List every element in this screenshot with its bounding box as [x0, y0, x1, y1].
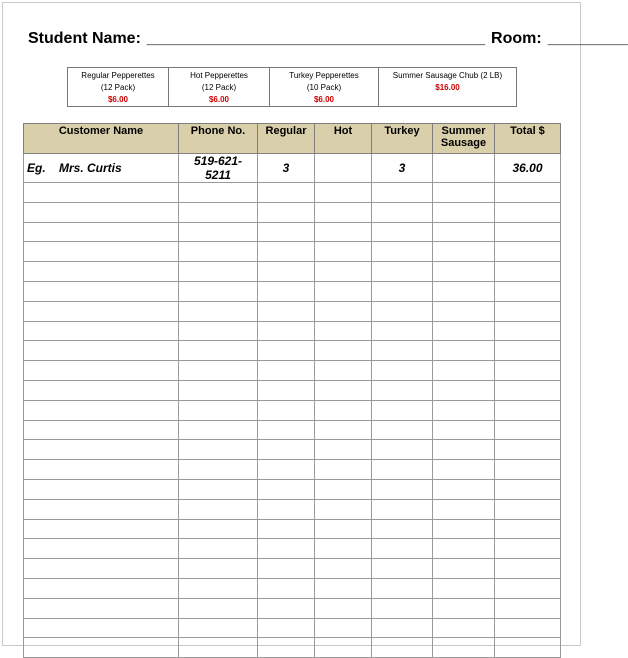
order-cell-turkey[interactable] [372, 400, 433, 420]
order-cell-summer-sausage[interactable] [433, 341, 495, 361]
order-row [24, 479, 561, 499]
order-cell-regular[interactable] [258, 559, 315, 579]
example-phone: 519-621-5211 [179, 154, 258, 183]
order-cell-turkey[interactable] [372, 321, 433, 341]
order-cell-regular[interactable] [258, 440, 315, 460]
order-cell-turkey[interactable] [372, 598, 433, 618]
order-cell-regular[interactable] [258, 380, 315, 400]
product-turkey [270, 68, 379, 107]
order-cell-turkey[interactable] [372, 479, 433, 499]
order-row [24, 321, 561, 341]
room-label: Room: [491, 30, 542, 47]
order-cell-customer[interactable] [24, 262, 179, 282]
order-cell-regular[interactable] [258, 361, 315, 381]
order-cell-customer[interactable] [24, 499, 179, 519]
order-cell-regular[interactable] [258, 519, 315, 539]
column-header-total: Total $ [495, 124, 561, 154]
room-field[interactable]: _________ [547, 30, 628, 47]
order-cell-total[interactable] [495, 400, 561, 420]
order-cell-summer-sausage[interactable] [433, 420, 495, 440]
order-cell-total[interactable] [495, 420, 561, 440]
order-cell-customer[interactable] [24, 361, 179, 381]
order-cell-hot[interactable] [315, 479, 372, 499]
order-row [24, 499, 561, 519]
order-cell-turkey[interactable] [372, 420, 433, 440]
order-cell-hot[interactable] [315, 321, 372, 341]
order-row [24, 400, 561, 420]
order-cell-phone[interactable] [179, 281, 258, 301]
order-cell-phone[interactable] [179, 519, 258, 539]
order-cell-hot[interactable] [315, 202, 372, 222]
order-cell-customer[interactable] [24, 618, 179, 638]
product-pack: (10 Pack) [306, 83, 342, 92]
order-cell-hot[interactable] [315, 618, 372, 638]
order-cell-turkey[interactable] [372, 539, 433, 559]
order-cell-phone[interactable] [179, 222, 258, 242]
order-cell-turkey[interactable] [372, 638, 433, 658]
order-cell-hot[interactable] [315, 539, 372, 559]
student-name-field[interactable]: ______________________________________ [146, 30, 486, 47]
order-cell-summer-sausage[interactable] [433, 380, 495, 400]
order-cell-phone[interactable] [179, 262, 258, 282]
order-cell-summer-sausage[interactable] [433, 578, 495, 598]
order-cell-phone[interactable] [179, 183, 258, 203]
order-cell-hot[interactable] [315, 222, 372, 242]
order-row [24, 281, 561, 301]
product-name: Turkey Pepperettes [289, 71, 359, 80]
order-cell-total[interactable] [495, 519, 561, 539]
example-regular: 3 [258, 154, 315, 183]
order-cell-turkey[interactable] [372, 301, 433, 321]
order-cell-summer-sausage[interactable] [433, 598, 495, 618]
order-row [24, 539, 561, 559]
order-cell-summer-sausage[interactable] [433, 242, 495, 262]
order-cell-total[interactable] [495, 559, 561, 579]
order-cell-phone[interactable] [179, 479, 258, 499]
order-cell-phone[interactable] [179, 341, 258, 361]
order-row [24, 301, 561, 321]
order-cell-customer[interactable] [24, 281, 179, 301]
order-cell-turkey[interactable] [372, 460, 433, 480]
order-row [24, 440, 561, 460]
order-cell-total[interactable] [495, 499, 561, 519]
order-cell-turkey[interactable] [372, 618, 433, 638]
order-cell-regular[interactable] [258, 400, 315, 420]
order-cell-turkey[interactable] [372, 519, 433, 539]
order-cell-total[interactable] [495, 479, 561, 499]
column-header-customer-name: Customer Name [24, 124, 179, 154]
order-cell-summer-sausage[interactable] [433, 479, 495, 499]
order-cell-total[interactable] [495, 202, 561, 222]
order-cell-phone[interactable] [179, 578, 258, 598]
order-cell-hot[interactable] [315, 598, 372, 618]
order-cell-summer-sausage[interactable] [433, 440, 495, 460]
order-cell-total[interactable] [495, 242, 561, 262]
order-cell-customer[interactable] [24, 222, 179, 242]
product-summer-sausage [379, 68, 517, 107]
column-header-turkey: Turkey [372, 124, 433, 154]
order-cell-customer[interactable] [24, 460, 179, 480]
order-cell-customer[interactable] [24, 638, 179, 658]
order-cell-hot[interactable] [315, 361, 372, 381]
order-cell-total[interactable] [495, 618, 561, 638]
order-cell-hot[interactable] [315, 638, 372, 658]
order-cell-regular[interactable] [258, 183, 315, 203]
order-cell-regular[interactable] [258, 598, 315, 618]
order-cell-total[interactable] [495, 301, 561, 321]
order-row [24, 380, 561, 400]
order-cell-customer[interactable] [24, 321, 179, 341]
order-row [24, 262, 561, 282]
order-cell-hot[interactable] [315, 420, 372, 440]
order-cell-regular[interactable] [258, 301, 315, 321]
order-cell-hot[interactable] [315, 559, 372, 579]
student-name-label: Student Name: [28, 30, 141, 47]
order-cell-hot[interactable] [315, 440, 372, 460]
order-cell-total[interactable] [495, 341, 561, 361]
order-cell-customer[interactable] [24, 183, 179, 203]
order-cell-summer-sausage[interactable] [433, 559, 495, 579]
order-cell-phone[interactable] [179, 598, 258, 618]
order-cell-turkey[interactable] [372, 222, 433, 242]
order-cell-total[interactable] [495, 262, 561, 282]
order-row [24, 341, 561, 361]
order-cell-phone[interactable] [179, 321, 258, 341]
order-cell-total[interactable] [495, 598, 561, 618]
order-cell-hot[interactable] [315, 301, 372, 321]
order-cell-turkey[interactable] [372, 341, 433, 361]
order-cell-customer[interactable] [24, 440, 179, 460]
order-cell-total[interactable] [495, 321, 561, 341]
order-cell-customer[interactable] [24, 539, 179, 559]
order-cell-summer-sausage[interactable] [433, 499, 495, 519]
order-cell-customer[interactable] [24, 400, 179, 420]
order-cell-regular[interactable] [258, 499, 315, 519]
order-cell-phone[interactable] [179, 638, 258, 658]
order-table [23, 123, 561, 658]
product-pack: (12 Pack) [100, 83, 136, 92]
column-header-summer-sausage: Summer Sausage [433, 124, 495, 154]
order-cell-regular[interactable] [258, 321, 315, 341]
order-cell-phone[interactable] [179, 539, 258, 559]
header-line [28, 30, 628, 48]
order-cell-customer[interactable] [24, 341, 179, 361]
order-cell-regular[interactable] [258, 281, 315, 301]
order-cell-phone[interactable] [179, 460, 258, 480]
order-cell-turkey[interactable] [372, 202, 433, 222]
product-price: $6.00 [107, 95, 129, 104]
order-cell-summer-sausage[interactable] [433, 222, 495, 242]
column-header-regular: Regular [258, 124, 315, 154]
order-cell-turkey[interactable] [372, 242, 433, 262]
order-cell-total[interactable] [495, 539, 561, 559]
order-cell-customer[interactable] [24, 598, 179, 618]
order-row [24, 460, 561, 480]
order-cell-phone[interactable] [179, 380, 258, 400]
order-cell-total[interactable] [495, 222, 561, 242]
order-row [24, 618, 561, 638]
order-cell-hot[interactable] [315, 380, 372, 400]
order-cell-customer[interactable] [24, 301, 179, 321]
order-cell-phone[interactable] [179, 618, 258, 638]
order-cell-phone[interactable] [179, 420, 258, 440]
order-cell-total[interactable] [495, 578, 561, 598]
order-cell-total[interactable] [495, 183, 561, 203]
order-cell-phone[interactable] [179, 361, 258, 381]
order-cell-hot[interactable] [315, 183, 372, 203]
column-header-phone: Phone No. [179, 124, 258, 154]
example-hot [315, 154, 372, 183]
order-cell-phone[interactable] [179, 400, 258, 420]
order-cell-turkey[interactable] [372, 281, 433, 301]
product-price: $16.00 [435, 83, 460, 92]
order-row [24, 638, 561, 658]
order-cell-turkey[interactable] [372, 499, 433, 519]
order-cell-summer-sausage[interactable] [433, 183, 495, 203]
order-cell-total[interactable] [495, 361, 561, 381]
order-cell-hot[interactable] [315, 499, 372, 519]
product-hot [169, 68, 270, 107]
order-cell-regular[interactable] [258, 262, 315, 282]
order-row [24, 361, 561, 381]
product-price: $6.00 [313, 95, 335, 104]
order-cell-total[interactable] [495, 380, 561, 400]
order-cell-total[interactable] [495, 638, 561, 658]
column-header-hot: Hot [315, 124, 372, 154]
order-cell-regular[interactable] [258, 242, 315, 262]
order-cell-regular[interactable] [258, 539, 315, 559]
product-name: Hot Pepperettes [190, 71, 248, 80]
order-row [24, 242, 561, 262]
example-summer-sausage [433, 154, 495, 183]
order-cell-summer-sausage[interactable] [433, 361, 495, 381]
order-cell-turkey[interactable] [372, 262, 433, 282]
order-row [24, 598, 561, 618]
order-cell-turkey[interactable] [372, 380, 433, 400]
order-cell-customer[interactable] [24, 578, 179, 598]
order-cell-summer-sausage[interactable] [433, 321, 495, 341]
order-cell-regular[interactable] [258, 202, 315, 222]
order-cell-total[interactable] [495, 440, 561, 460]
example-customer: Eg. Mrs. Curtis [24, 154, 179, 183]
order-cell-turkey[interactable] [372, 559, 433, 579]
order-cell-hot[interactable] [315, 460, 372, 480]
order-cell-phone[interactable] [179, 242, 258, 262]
order-cell-customer[interactable] [24, 420, 179, 440]
order-cell-summer-sausage[interactable] [433, 539, 495, 559]
order-cell-regular[interactable] [258, 222, 315, 242]
order-row [24, 222, 561, 242]
order-cell-regular[interactable] [258, 341, 315, 361]
order-cell-summer-sausage[interactable] [433, 301, 495, 321]
order-row [24, 183, 561, 203]
order-cell-hot[interactable] [315, 281, 372, 301]
order-cell-hot[interactable] [315, 519, 372, 539]
order-cell-turkey[interactable] [372, 440, 433, 460]
order-row [24, 559, 561, 579]
example-turkey: 3 [372, 154, 433, 183]
order-row [24, 578, 561, 598]
product-price-table [67, 67, 517, 107]
order-cell-customer[interactable] [24, 242, 179, 262]
order-cell-customer[interactable] [24, 380, 179, 400]
order-cell-hot[interactable] [315, 400, 372, 420]
order-cell-regular[interactable] [258, 618, 315, 638]
order-cell-regular[interactable] [258, 578, 315, 598]
order-cell-summer-sausage[interactable] [433, 638, 495, 658]
order-cell-hot[interactable] [315, 578, 372, 598]
order-cell-hot[interactable] [315, 262, 372, 282]
order-cell-total[interactable] [495, 460, 561, 480]
product-price: $6.00 [208, 95, 230, 104]
product-name: Regular Pepperettes [81, 71, 155, 80]
example-row [24, 154, 561, 183]
order-row [24, 202, 561, 222]
order-cell-turkey[interactable] [372, 578, 433, 598]
order-cell-customer[interactable] [24, 202, 179, 222]
order-cell-regular[interactable] [258, 638, 315, 658]
product-pack: (12 Pack) [201, 83, 237, 92]
example-total: 36.00 [495, 154, 561, 183]
order-cell-customer[interactable] [24, 479, 179, 499]
order-cell-regular[interactable] [258, 420, 315, 440]
order-cell-summer-sausage[interactable] [433, 400, 495, 420]
order-cell-total[interactable] [495, 281, 561, 301]
order-cell-phone[interactable] [179, 202, 258, 222]
product-regular [68, 68, 169, 107]
order-cell-summer-sausage[interactable] [433, 460, 495, 480]
order-cell-customer[interactable] [24, 519, 179, 539]
order-cell-turkey[interactable] [372, 361, 433, 381]
order-cell-hot[interactable] [315, 341, 372, 361]
order-header-row [24, 124, 561, 154]
order-cell-customer[interactable] [24, 559, 179, 579]
order-cell-summer-sausage[interactable] [433, 618, 495, 638]
order-cell-phone[interactable] [179, 499, 258, 519]
order-row [24, 519, 561, 539]
order-cell-summer-sausage[interactable] [433, 519, 495, 539]
order-cell-phone[interactable] [179, 301, 258, 321]
order-cell-summer-sausage[interactable] [433, 202, 495, 222]
order-cell-phone[interactable] [179, 559, 258, 579]
order-row [24, 420, 561, 440]
order-cell-hot[interactable] [315, 242, 372, 262]
order-cell-turkey[interactable] [372, 183, 433, 203]
order-cell-regular[interactable] [258, 479, 315, 499]
order-cell-summer-sausage[interactable] [433, 281, 495, 301]
order-cell-regular[interactable] [258, 460, 315, 480]
product-name: Summer Sausage Chub (2 LB) [392, 71, 503, 80]
order-cell-phone[interactable] [179, 440, 258, 460]
order-cell-summer-sausage[interactable] [433, 262, 495, 282]
